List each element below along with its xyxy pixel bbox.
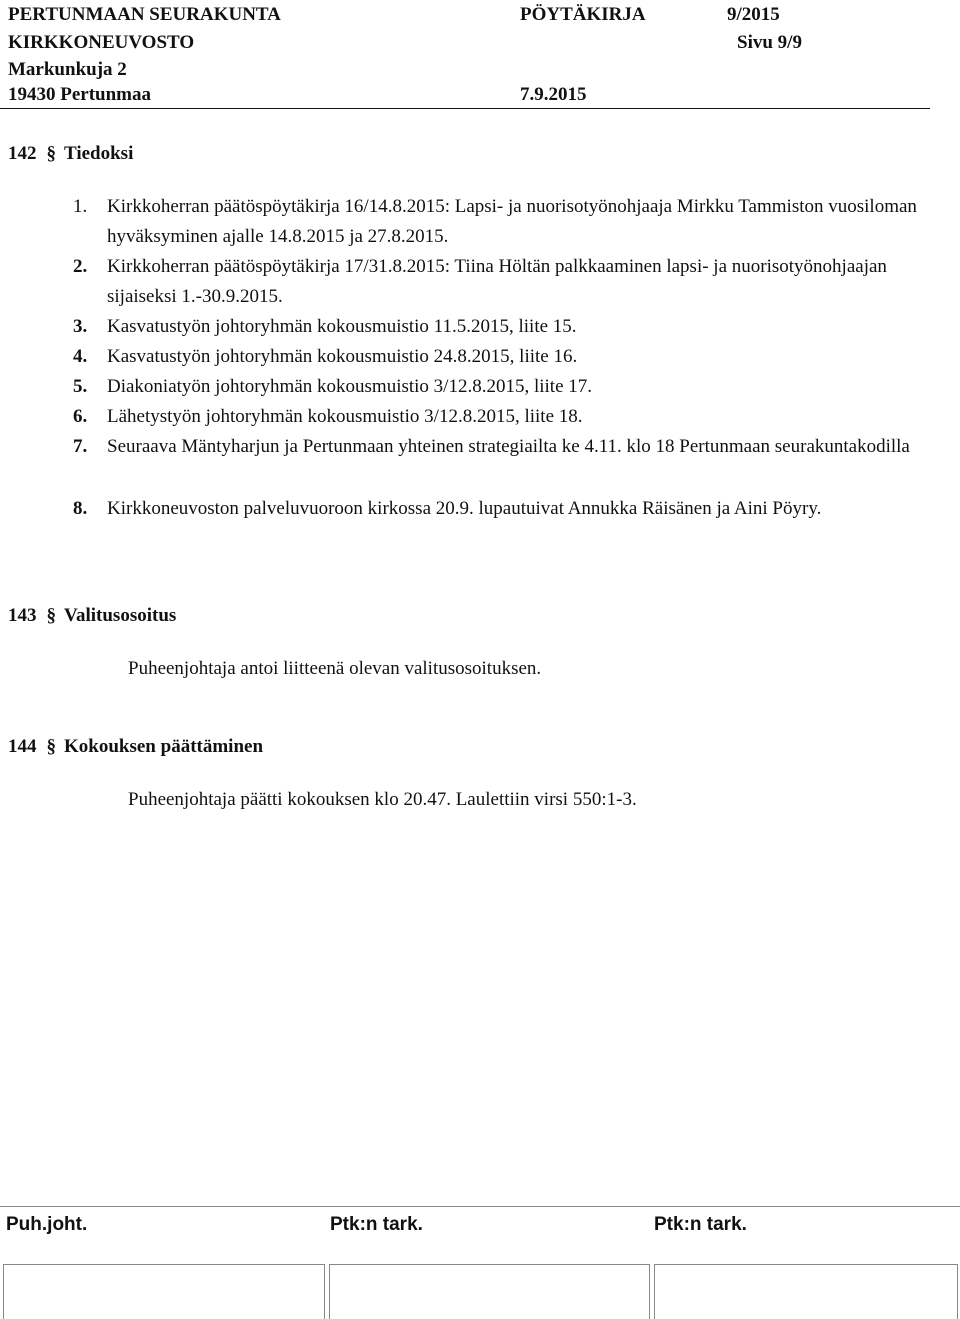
section-sign: § [46,736,56,757]
header-divider [0,108,930,109]
section-142-heading [8,142,133,166]
section-title: Kokouksen päättäminen [64,736,264,757]
list-item-number: 5. [73,376,88,397]
list-item-text: Kirkkoherran päätöspöytäkirja 16/14.8.2015: Lapsi- ja nuorisotyönohjaaja Mirkku Tammiston vuosiloman hyväksyminen ajalle 14.8.2015 ja 27.8.2015. [107,196,917,247]
list-item-number: 8. [73,498,88,519]
list-item [73,402,923,432]
list-item [73,252,923,312]
signature-cell-examiner-2 [654,1206,960,1319]
signature-label: Puh.joht. [6,1214,88,1235]
header-org: PERTUNMAAN SEURAKUNTA [8,4,281,25]
signature-label: Ptk:n tark. [654,1214,747,1235]
signature-box [654,1264,958,1319]
list-item-text: Kirkkoherran päätöspöytäkirja 17/31.8.2015: Tiina Höltän palkkaaminen lapsi- ja nuorisotyönohjaajan sijaiseksi 1.-30.9.2015. [107,256,887,307]
list-item [73,192,923,252]
list-item-text: Diakoniatyön johtoryhmän kokousmuistio 3/12.8.2015, liite 17. [107,376,593,397]
list-item-text: Kasvatustyön johtoryhmän kokousmuistio 11.5.2015, liite 15. [107,316,577,337]
signature-box [3,1264,325,1319]
header-body: KIRKKONEUVOSTO [8,32,195,53]
list-item-text: Seuraava Mäntyharjun ja Pertunmaan yhteinen strategiailta ke 4.11. klo 18 Pertunmaan seurakuntakodilla [107,436,910,457]
header-date: 7.9.2015 [520,84,587,105]
signature-box [329,1264,650,1319]
signature-cell-chair [0,1206,328,1319]
list-item [73,312,923,342]
list-item-text: Kasvatustyön johtoryhmän kokousmuistio 24.8.2015, liite 16. [107,346,578,367]
section-number: 142 [8,143,37,164]
list-item [73,432,923,462]
section-title: Valitusosoitus [64,605,177,626]
header-postal: 19430 Pertunmaa [8,84,152,105]
section-143-heading [8,604,176,628]
signature-table [0,1206,960,1319]
signature-cell-examiner-1 [328,1206,654,1319]
section-sign: § [46,605,56,626]
list-item-text: Lähetystyön johtoryhmän kokousmuistio 3/12.8.2015, liite 18. [107,406,583,427]
section-number: 144 [8,736,37,757]
list-item-number: 4. [73,346,88,367]
header-page-number: Sivu 9/9 [737,32,802,53]
list-item [73,372,923,402]
section-144-heading [8,735,263,759]
list-item-number: 2. [73,256,88,277]
section-143-text: Puheenjohtaja antoi liitteenä olevan valitusosoituksen. [128,658,542,679]
section-title: Tiedoksi [64,143,134,164]
section-number: 143 [8,605,37,626]
list-item-number: 6. [73,406,88,427]
list-item-number: 1. [73,196,88,217]
header-doc-number: 9/2015 [727,4,780,25]
list-item-text: Kirkkoneuvoston palveluvuoroon kirkossa 20.9. lupautuivat Annukka Räisänen ja Aini Pöyry. [107,498,822,519]
signature-label: Ptk:n tark. [330,1214,423,1235]
list-item [73,342,923,372]
list-item [73,494,923,524]
section-144-text: Puheenjohtaja päätti kokouksen klo 20.47. Laulettiin virsi 550:1-3. [128,789,637,810]
header-doc-type: PÖYTÄKIRJA [520,4,646,25]
header-street: Markunkuja 2 [8,59,127,80]
list-item-number: 7. [73,436,88,457]
section-sign: § [46,143,56,164]
list-item-number: 3. [73,316,88,337]
